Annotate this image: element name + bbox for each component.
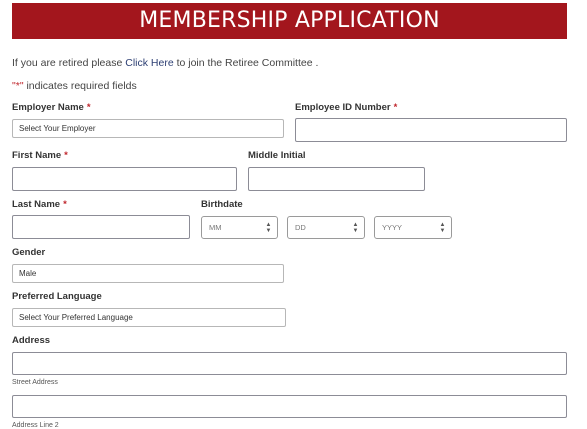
birth-month-value: MM bbox=[209, 223, 222, 232]
employee-id-input[interactable] bbox=[295, 118, 567, 142]
required-fields-note bbox=[12, 80, 137, 92]
last-name-label-text: Last Name bbox=[12, 199, 61, 210]
street-address-sublabel: Street Address bbox=[12, 379, 58, 386]
chevron-up-down-icon: ▲ ▼ bbox=[439, 222, 446, 234]
employer-name-label-text: Employer Name bbox=[12, 102, 84, 113]
employee-id-label-text: Employee ID Number bbox=[295, 102, 391, 113]
birth-year-select[interactable] bbox=[374, 216, 452, 239]
birthdate-label: Birthdate bbox=[201, 199, 243, 210]
chevron-up-down-icon: ▲ ▼ bbox=[265, 222, 272, 234]
employer-name-label bbox=[12, 102, 91, 113]
birth-month-select[interactable] bbox=[201, 216, 278, 239]
retiree-notice-text: If you are retired please bbox=[12, 57, 126, 69]
required-marker-quoted: "*" bbox=[12, 80, 24, 92]
required-fields-note-text: indicates required fields bbox=[23, 80, 137, 92]
last-name-label bbox=[12, 199, 67, 210]
page-title: MEMBERSHIP APPLICATION bbox=[12, 3, 567, 39]
required-asterisk: * bbox=[64, 150, 68, 161]
birth-day-select[interactable] bbox=[287, 216, 365, 239]
retiree-committee-link[interactable]: Click Here bbox=[125, 57, 174, 69]
preferred-language-label: Preferred Language bbox=[12, 291, 102, 302]
gender-select[interactable]: Male bbox=[12, 264, 284, 283]
address-line-2-sublabel: Address Line 2 bbox=[12, 422, 59, 429]
street-address-input[interactable] bbox=[12, 352, 567, 375]
employer-name-select[interactable]: Select Your Employer bbox=[12, 119, 284, 138]
first-name-label bbox=[12, 150, 68, 161]
employee-id-label bbox=[295, 102, 397, 113]
last-name-input[interactable] bbox=[12, 215, 190, 239]
address-line-2-input[interactable] bbox=[12, 395, 567, 418]
chevron-up-down-icon: ▲ ▼ bbox=[352, 222, 359, 234]
required-asterisk: * bbox=[63, 199, 67, 210]
address-label: Address bbox=[12, 335, 51, 346]
required-asterisk: * bbox=[393, 102, 398, 113]
birth-year-value: YYYY bbox=[382, 223, 403, 232]
retiree-notice-text-end: to join the Retiree Committee . bbox=[173, 57, 319, 69]
middle-initial-input[interactable] bbox=[248, 167, 425, 191]
gender-label: Gender bbox=[12, 247, 46, 258]
retiree-notice bbox=[12, 57, 318, 69]
middle-initial-label: Middle Initial bbox=[248, 150, 306, 161]
birth-day-value: DD bbox=[295, 223, 306, 232]
required-asterisk: * bbox=[86, 102, 91, 113]
preferred-language-select[interactable]: Select Your Preferred Language bbox=[12, 308, 286, 327]
first-name-input[interactable] bbox=[12, 167, 237, 191]
first-name-label-text: First Name bbox=[12, 150, 62, 161]
